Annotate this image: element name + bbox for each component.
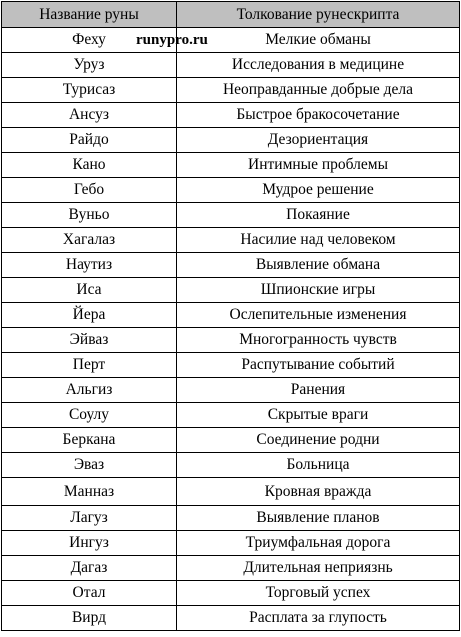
interpretation-cell: Соединение родни: [177, 428, 460, 453]
table-row: [2, 28, 460, 53]
interpretation-cell: Покаяние: [177, 203, 460, 228]
interpretation-cell: Больница: [177, 453, 460, 478]
rune-name-cell: Хагалаз: [2, 228, 177, 253]
table-body: [2, 2, 460, 631]
interpretation-cell: Торговый успех: [177, 581, 460, 606]
rune-name-cell: Уруз: [2, 53, 177, 78]
table-row: [2, 278, 460, 303]
interpretation-cell: Исследования в медицине: [177, 53, 460, 78]
interpretation-cell: Шпионские игры: [177, 278, 460, 303]
table-row: [2, 153, 460, 178]
table-row: [2, 581, 460, 606]
interpretation-cell: Ослепительные изменения: [177, 303, 460, 328]
rune-name-cell: Кано: [2, 153, 177, 178]
interpretation-cell: Мудрое решение: [177, 178, 460, 203]
table-row: [2, 228, 460, 253]
header-interpretation: Толкование рунескрипта: [177, 2, 460, 28]
rune-name-cell: Альгиз: [2, 378, 177, 403]
interpretation-cell: Расплата за глупость: [177, 606, 460, 631]
table-row: [2, 378, 460, 403]
interpretation-cell: Насилие над человеком: [177, 228, 460, 253]
interpretation-cell: Дезориентация: [177, 128, 460, 153]
rune-name-cell: Йера: [2, 303, 177, 328]
table-row: [2, 531, 460, 556]
rune-name-cell: Иса: [2, 278, 177, 303]
interpretation-cell: Мелкие обманы: [177, 28, 460, 53]
rune-name-cell: Лагуз: [2, 506, 177, 531]
rune-name-cell: Вирд: [2, 606, 177, 631]
interpretation-cell: Триумфальная дорога: [177, 531, 460, 556]
interpretation-cell: Ранения: [177, 378, 460, 403]
rune-name-cell: Эваз: [2, 453, 177, 478]
table-row: [2, 178, 460, 203]
table-row: [2, 328, 460, 353]
table-row: [2, 103, 460, 128]
interpretation-cell: Выявление планов: [177, 506, 460, 531]
rune-name-cell: Беркана: [2, 428, 177, 453]
interpretation-cell: Интимные проблемы: [177, 153, 460, 178]
rune-name-cell: Феху: [2, 28, 177, 53]
table-row: [2, 53, 460, 78]
table-row: [2, 556, 460, 581]
table-row: [2, 128, 460, 153]
table-row: [2, 203, 460, 228]
rune-name-cell: Ансуз: [2, 103, 177, 128]
interpretation-cell: Длительная неприязнь: [177, 556, 460, 581]
table-row: [2, 403, 460, 428]
interpretation-cell: Выявление обмана: [177, 253, 460, 278]
rune-name-cell: Райдо: [2, 128, 177, 153]
table-row: [2, 78, 460, 103]
table-row: [2, 478, 460, 506]
table-row: [2, 428, 460, 453]
rune-name-cell: Вуньо: [2, 203, 177, 228]
rune-name-cell: Наутиз: [2, 253, 177, 278]
rune-name-cell: Соулу: [2, 403, 177, 428]
rune-name-cell: Дагаз: [2, 556, 177, 581]
table-row: [2, 353, 460, 378]
rune-name-cell: Ингуз: [2, 531, 177, 556]
interpretation-cell: Многогранность чувств: [177, 328, 460, 353]
interpretation-cell: Распутывание событий: [177, 353, 460, 378]
table-row: [2, 606, 460, 631]
table-row: [2, 253, 460, 278]
watermark-text: runypro.ru: [136, 32, 208, 48]
table-row: [2, 453, 460, 478]
table-row: [2, 506, 460, 531]
interpretation-cell: Быстрое бракосочетание: [177, 103, 460, 128]
rune-name-cell: Манназ: [2, 478, 177, 506]
rune-name-cell: Эйваз: [2, 328, 177, 353]
rune-name-cell: Перт: [2, 353, 177, 378]
header-rune-name: Название руны: [2, 2, 177, 28]
rune-interpretation-table: [1, 1, 460, 631]
rune-name-cell: Турисаз: [2, 78, 177, 103]
table-header-row: [2, 2, 460, 28]
interpretation-cell: Кровная вражда: [177, 478, 460, 506]
rune-name-cell: Гебо: [2, 178, 177, 203]
table-row: [2, 303, 460, 328]
interpretation-cell: Неоправданные добрые дела: [177, 78, 460, 103]
rune-name-cell: Отал: [2, 581, 177, 606]
interpretation-cell: Скрытые враги: [177, 403, 460, 428]
